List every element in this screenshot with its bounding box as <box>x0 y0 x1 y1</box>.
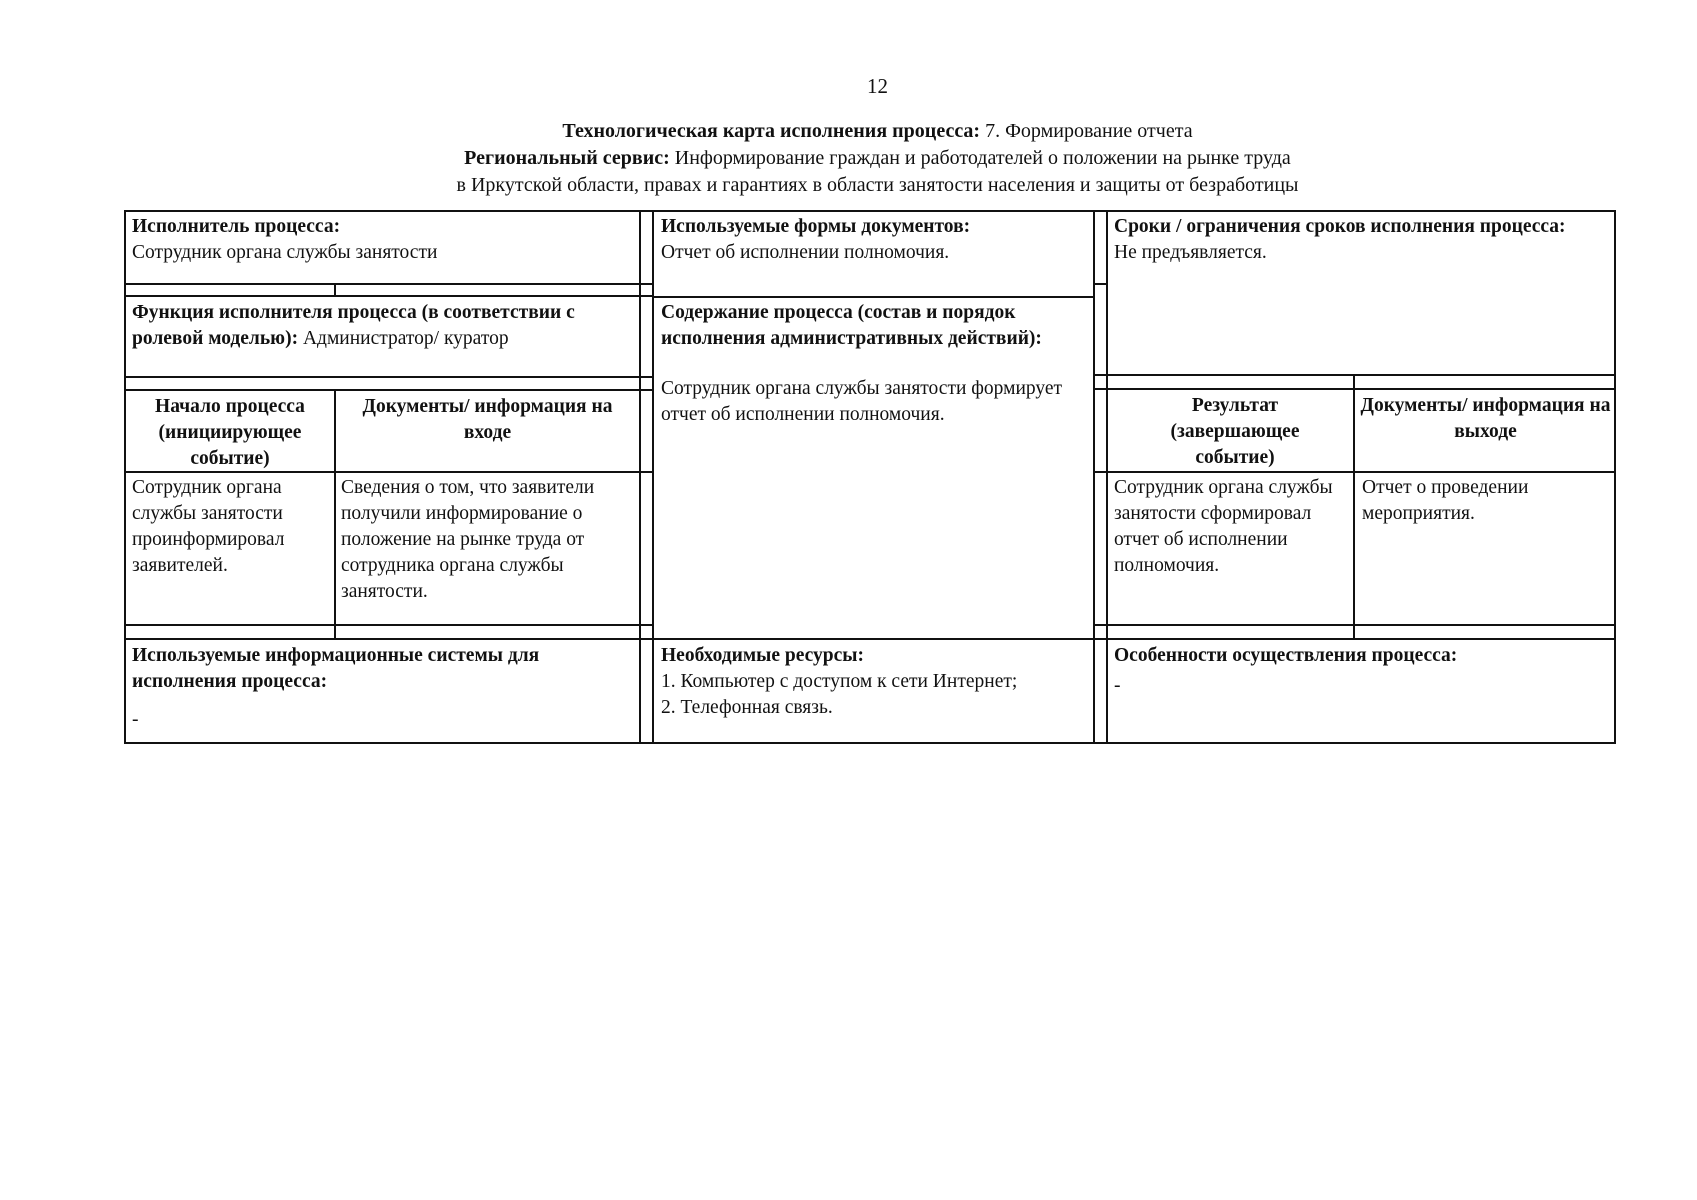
features-cell <box>1114 643 1604 699</box>
forms-label: Используемые формы документов: <box>661 216 971 237</box>
start-value: Сотрудник органа службы занятости проинформировал заявителей. <box>132 477 285 576</box>
resources-cell <box>661 643 1086 721</box>
header-process-title <box>0 118 1697 145</box>
header-process-value: 7. Формирование отчета <box>985 120 1193 142</box>
features-value: - <box>1114 675 1121 696</box>
function-label: Функция исполнителя процесса (в соответствии с ролевой моделью): <box>132 302 575 349</box>
executor-label: Исполнитель процесса: <box>132 216 341 237</box>
header-service-continuation: в Иркутской области, правах и гарантиях в области занятости населения и защиты от безработицы <box>456 174 1299 196</box>
input-docs-value: Сведения о том, что заявители получили информирование о положение на рынке труда от сотрудника органа службы занятости. <box>341 477 595 602</box>
function-value: Администратор/ куратор <box>302 328 509 349</box>
deadlines-label: Сроки / ограничения сроков исполнения процесса: <box>1114 216 1566 237</box>
left-inner-divider <box>334 389 336 639</box>
executor-cell <box>132 214 632 266</box>
content-label: Содержание процесса (состав и порядок исполнения административных действий): <box>661 302 1042 349</box>
right-row-line-5 <box>1093 624 1616 626</box>
left-row-line-4 <box>124 389 654 391</box>
deadlines-value: Не предъявляется. <box>1114 242 1267 263</box>
features-label: Особенности осуществления процесса: <box>1114 645 1458 666</box>
systems-value: - <box>132 709 139 730</box>
result-value: Сотрудник органа службы занятости сформировал отчет об исполнении полномочия. <box>1114 477 1333 576</box>
left-row-line-7 <box>124 638 654 640</box>
right-row-line-2 <box>1093 374 1616 376</box>
resources-label: Необходимые ресурсы: <box>661 645 865 666</box>
executor-value: Сотрудник органа службы занятости <box>132 242 438 263</box>
page-number: 12 <box>867 74 888 98</box>
start-header: Начало процесса (инициирующее событие) <box>155 396 305 469</box>
forms-cell <box>661 214 1086 266</box>
left-row-line-1 <box>124 283 654 285</box>
forms-value: Отчет об исполнении полномочия. <box>661 242 950 263</box>
column-divider-left-b <box>652 210 654 744</box>
output-docs-value: Отчет о проведении мероприятия. <box>1362 477 1529 524</box>
header-service-value: Информирование граждан и работодателей о положении на рынке труда <box>674 147 1291 169</box>
systems-cell <box>132 643 632 733</box>
function-cell <box>132 300 637 352</box>
table-border-left <box>124 210 126 744</box>
table-border-right <box>1614 210 1616 744</box>
result-header: Результат (завершающее событие) <box>1170 395 1300 468</box>
output-docs-header: Документы/ информация на выходе <box>1360 395 1611 442</box>
systems-label: Используемые информационные системы для исполнения процесса: <box>132 645 540 692</box>
right-row-line-6 <box>1093 638 1616 640</box>
column-divider-left-a <box>639 210 641 744</box>
input-docs-header: Документы/ информация на входе <box>362 396 613 443</box>
right-inner-divider <box>1353 374 1355 639</box>
left-row-line-3 <box>124 376 654 378</box>
column-divider-right-a <box>1093 210 1095 744</box>
resources-line-2: 2. Телефонная связь. <box>661 697 833 718</box>
left-spacer-tick <box>334 283 336 296</box>
header-process-label: Технологическая карта исполнения процесса: <box>562 120 981 142</box>
middle-row-line-1 <box>652 296 1095 298</box>
column-divider-right-b <box>1106 210 1108 744</box>
content-value: Сотрудник органа службы занятости формирует отчет об исполнении полномочия. <box>661 378 1063 425</box>
header-service-label: Региональный сервис: <box>464 147 670 169</box>
deadlines-cell <box>1114 214 1604 266</box>
middle-row-line-2 <box>639 638 1108 640</box>
table-border-bottom <box>124 742 1616 744</box>
table-border-top <box>124 210 1616 212</box>
header-service-title <box>0 145 1697 172</box>
right-row-line-1 <box>1093 283 1108 285</box>
content-cell <box>661 300 1086 428</box>
right-row-line-3 <box>1093 388 1616 390</box>
left-row-line-2 <box>124 295 654 297</box>
left-row-line-6 <box>124 624 654 626</box>
resources-line-1: 1. Компьютер с доступом к сети Интернет; <box>661 671 1018 692</box>
right-row-line-4 <box>1093 471 1616 473</box>
